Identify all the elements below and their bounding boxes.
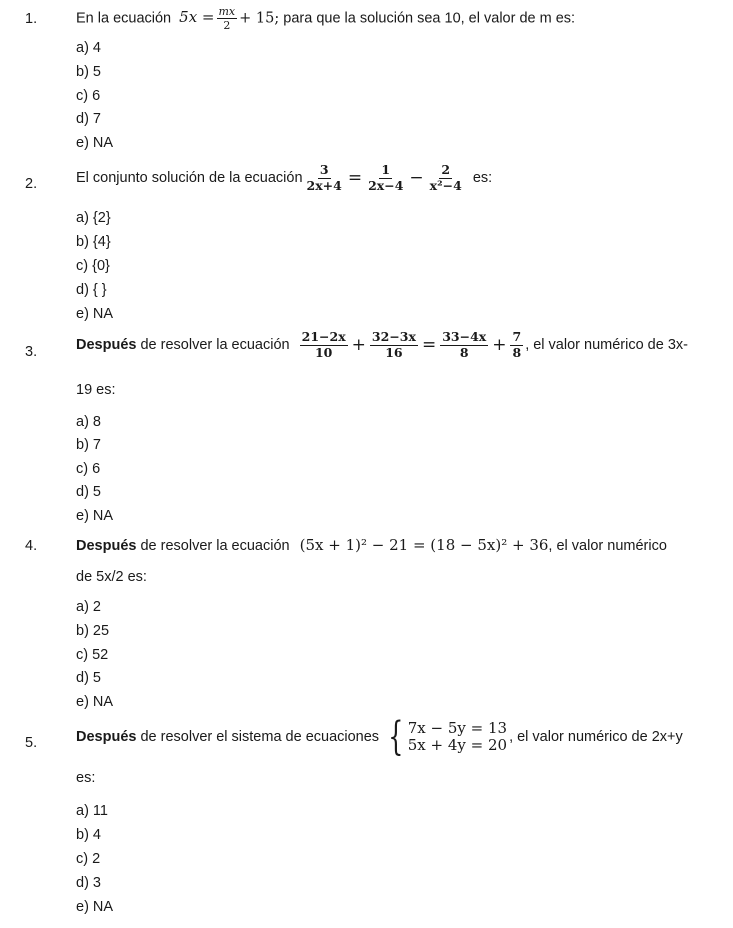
q4-option-a: a) 2 [76, 599, 101, 615]
fraction-numerator: mx [218, 5, 236, 18]
question-4-post: , el valor numérico [548, 538, 667, 554]
fraction-numerator: 2 [441, 162, 451, 177]
question-4-continuation: de 5x/2 es: [76, 569, 147, 585]
system-line-1: 7x − 5y = 13 [407, 719, 508, 737]
question-2-pre: El conjunto solución de la ecuación [76, 169, 303, 186]
question-1-eq-rest: + 15; [239, 10, 280, 27]
q1-option-c: c) 6 [76, 88, 101, 104]
question-3-post: , el valor numérico de 3x- [525, 336, 688, 353]
fraction-numerator: 21−2x [301, 329, 346, 344]
question-5-bold: Después [76, 729, 137, 746]
q3-fraction-3 [440, 331, 488, 359]
q3-fraction-4 [510, 331, 523, 359]
q5-option-c: c) 2 [76, 851, 101, 867]
q5-option-a: a) 11 [76, 803, 108, 819]
question-3-pre: de resolver la ecuación [140, 336, 290, 353]
question-3-text [76, 331, 688, 359]
question-4-bold: Después [76, 538, 137, 554]
q4-option-d: d) 5 [76, 670, 101, 686]
fraction-denominator: 2x+4 [306, 177, 342, 193]
q3-fraction-1 [300, 331, 348, 359]
plus-sign: + [351, 335, 366, 355]
question-5-number: 5. [25, 735, 38, 751]
q2-fraction-1 [305, 164, 344, 192]
fraction-denominator: 8 [459, 344, 469, 360]
q3-option-c: c) 6 [76, 461, 101, 477]
left-brace-icon: { [388, 714, 404, 761]
fraction-numerator: 32−3x [371, 329, 416, 344]
fraction-denominator: 10 [314, 344, 333, 360]
question-5-continuation: es: [76, 770, 96, 786]
question-5-text [76, 714, 683, 761]
q4-option-b: b) 25 [76, 623, 110, 639]
question-3-continuation: 19 es: [76, 382, 116, 398]
question-5-pre: de resolver el sistema de ecuaciones [140, 729, 380, 746]
question-4-number: 4. [25, 538, 38, 554]
question-1-pre: En la ecuación [76, 10, 172, 27]
fraction-denominator: 2x−4 [368, 177, 404, 193]
equals-sign: = [421, 335, 437, 355]
question-1-fraction [217, 6, 238, 31]
q5-option-d: d) 3 [76, 875, 101, 891]
fraction-numerator: 3 [319, 162, 329, 177]
question-2-post: es: [472, 169, 493, 186]
system-line-2: 5x + 4y = 20 [407, 736, 508, 755]
equals-sign: = [347, 168, 363, 188]
plus-sign: + [492, 335, 507, 355]
q3-option-b: b) 7 [76, 437, 101, 453]
question-4-equation: (5x + 1)² − 21 = (18 − 5x)² + 36 [299, 536, 549, 554]
q2-option-d: d) { } [76, 282, 107, 298]
fraction-numerator: 7 [512, 329, 522, 344]
q2-option-a: a) {2} [76, 210, 111, 226]
fraction-numerator: 33−4x [442, 329, 487, 344]
q4-option-e: e) NA [76, 694, 114, 710]
q1-option-d: d) 7 [76, 111, 101, 127]
question-1-eq-lhs: 5x = [179, 8, 215, 27]
q4-option-c: c) 52 [76, 647, 109, 663]
q2-option-e: e) NA [76, 306, 114, 322]
question-1-post: para que la solución sea 10, el valor de m es: [283, 10, 576, 27]
q3-option-a: a) 8 [76, 414, 101, 430]
fraction-denominator: x²−4 [429, 177, 462, 193]
q2-fraction-3 [428, 164, 464, 192]
q1-option-b: b) 5 [76, 64, 101, 80]
fraction-numerator: 1 [381, 162, 391, 177]
q2-option-b: b) {4} [76, 234, 111, 250]
question-2-number: 2. [25, 176, 38, 192]
question-3-number: 3. [25, 344, 38, 360]
question-5-post: , el valor numérico de 2x+y [509, 729, 683, 746]
q2-fraction-2 [366, 164, 405, 192]
q5-option-e: e) NA [76, 899, 114, 915]
fraction-denominator: 8 [512, 344, 522, 360]
q2-option-c: c) {0} [76, 258, 110, 274]
q1-option-a: a) 4 [76, 40, 101, 56]
q5-option-b: b) 4 [76, 827, 101, 843]
equation-system [385, 714, 508, 761]
q3-option-d: d) 5 [76, 484, 101, 500]
question-1-text [76, 6, 575, 31]
q1-option-e: e) NA [76, 135, 114, 151]
fraction-denominator: 16 [385, 344, 403, 360]
question-1-number: 1. [25, 11, 38, 27]
question-4-pre: de resolver la ecuación [140, 538, 290, 554]
question-4-text [76, 536, 667, 554]
fraction-denominator: 2 [223, 19, 231, 32]
q3-fraction-2 [370, 331, 418, 359]
question-3-bold: Después [76, 336, 137, 353]
question-2-text [76, 164, 492, 192]
minus-sign: − [409, 168, 424, 188]
q3-option-e: e) NA [76, 508, 114, 524]
